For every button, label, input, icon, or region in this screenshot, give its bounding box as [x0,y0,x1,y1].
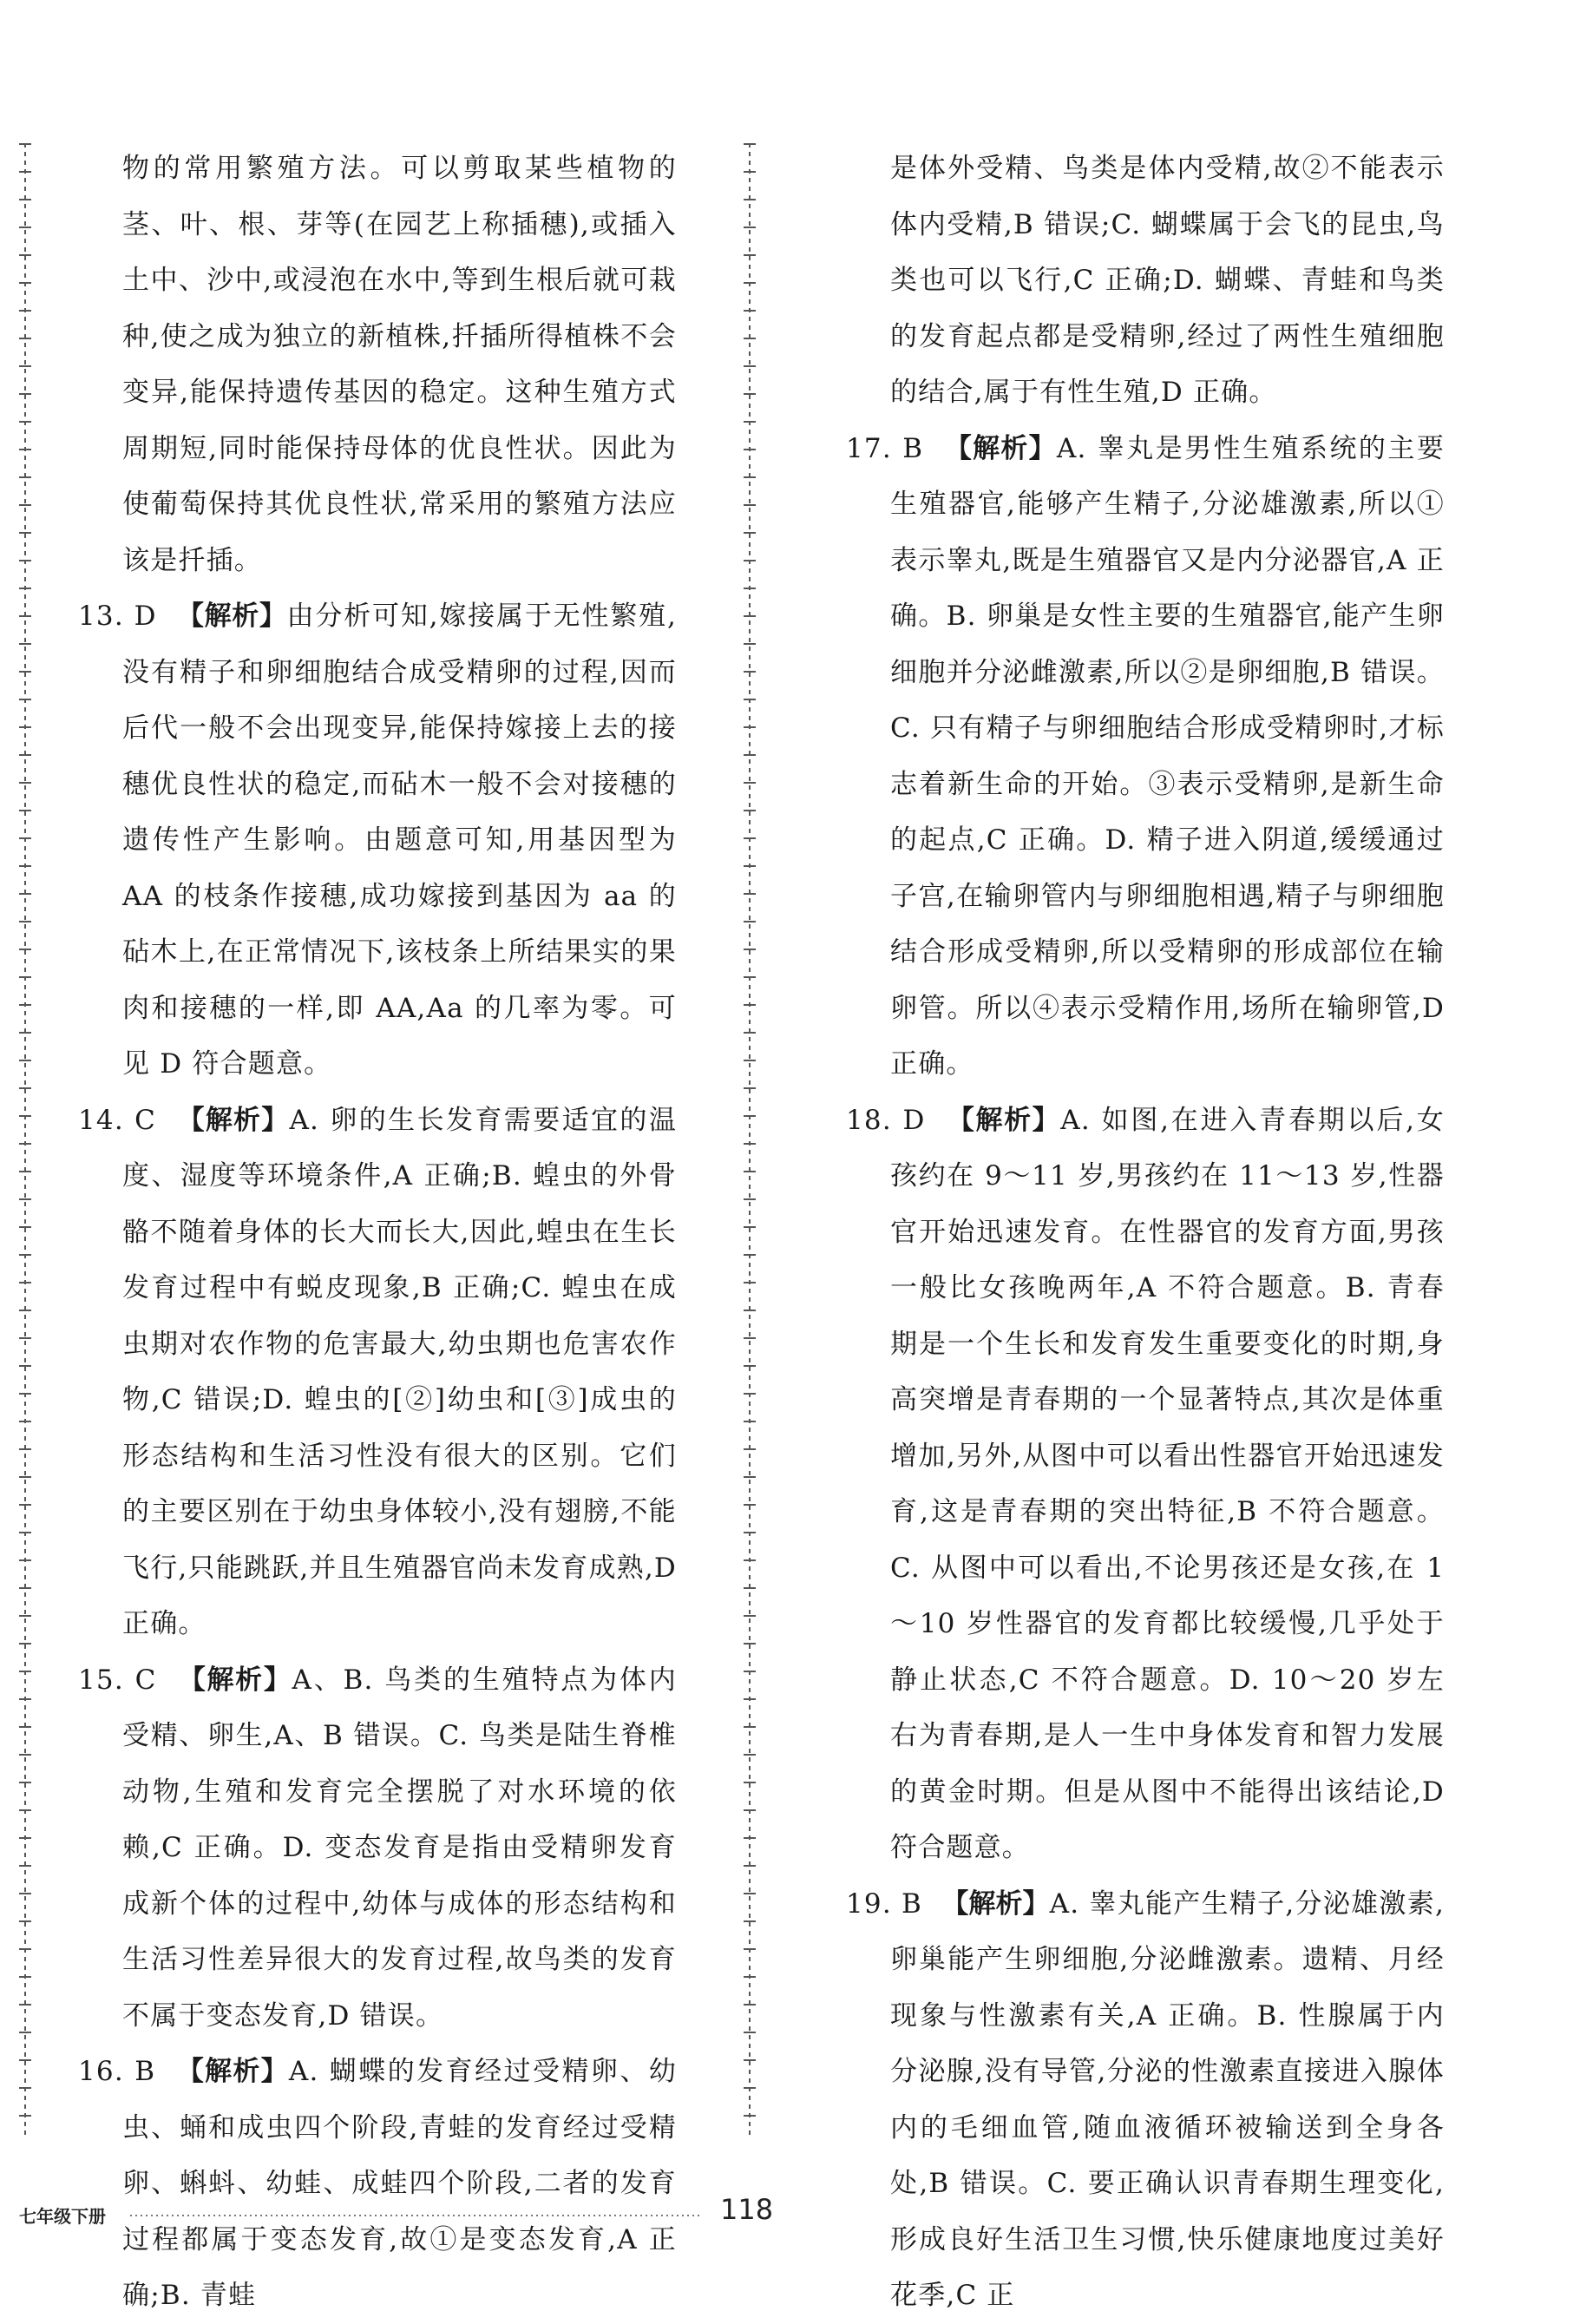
answer-item-18 [846,1093,1445,1876]
center-column-dashed-marker [744,143,756,2139]
answer-item-19 [846,1876,1445,2324]
footer-dotted-rule [130,2215,703,2216]
answer-text: A. 卵的生长发育需要适宜的温度、湿度等环境条件,A 正确;B. 蝗虫的外骨骼不随着身体的长大而长大,因此,蝗虫在生长发育过程中有蜕皮现象,B 正确;C. 蝗虫在成虫期对农作物的危害最大,幼虫期也危害农作物,C 错误;D. 蝗虫的[②]幼虫和[③]成虫的形态结构和生活习性没有很大的区别。它们的主要区别在于幼虫身体较小,没有翅膀,不能飞行,只能跳跃,并且生殖器官尚未发育成熟,D 正确。 [122,1104,678,1639]
answer-text: A. 如图,在进入青春期以后,女孩约在 9～11 岁,男孩约在 11～13 岁,性器官开始迅速发育。在性器官的发育方面,男孩一般比女孩晚两年,A 不符合题意。B. 青春期是一个生长和发育发生重要变化的时期,身高突增是青春期的一个显著特点,其次是体重增加,另外,从图中可以看出性器官开始迅速发育,这是青春期的突出特征,B 不符合题意。C. 从图中可以看出,不论男孩还是女孩,在 1～10 岁性器官的发育都比较缓慢,几乎处于静止状态,C 不符合题意。D. 10～20 岁左右为青春期,是人一生中身体发育和智力发展的黄金时期。但是从图中不能得出该结论,D 符合题意。 [890,1104,1445,1863]
right-text-column [846,141,1445,2324]
answer-number: 16. B [78,2056,156,2087]
analysis-tag: 【解析】 [178,1664,292,1696]
answer-item-13 [78,588,677,1093]
answer-item-15 [78,1652,677,2045]
answer-text: A、B. 鸟类的生殖特点为体内受精、卵生,A、B 错误。C. 鸟类是陆生脊椎动物,生殖和发育完全摆脱了对水环境的依赖,C 正确。D. 变态发育是指由受精卵发育成新个体的过程中,幼体与成体的形态结构和生活习性差异很大的发育过程,故鸟类的发育不属于变态发育,D 错误。 [122,1664,678,2032]
answer-number: 14. C [78,1104,157,1136]
answer-number: 17. B [846,432,924,464]
answer-text: A. 蝴蝶的发育经过受精卵、幼虫、蛹和成虫四个阶段,青蛙的发育经过受精卵、蝌蚪、幼蛙、成蛙四个阶段,二者的发育过程都属于变态发育,故①是变态发育,A 正确;B. 青蛙 [122,2056,678,2311]
grade-label: 七年级下册 [19,2206,106,2227]
left-margin-dashed-marker [19,143,31,2139]
analysis-tag: 【解析】 [176,2056,289,2087]
answer-number: 19. B [846,1887,923,1920]
page-number: 118 [720,2193,774,2226]
analysis-tag: 【解析】 [177,601,287,632]
left-text-column [78,141,677,2324]
analysis-tag: 【解析】 [947,1104,1061,1136]
answer-text: A. 睾丸是男性生殖系统的主要生殖器官,能够产生精子,分泌雄激素,所以①表示睾丸,既是生殖器官又是内分泌器官,A 正确。B. 卵巢是女性主要的生殖器官,能产生卵细胞并分泌雌激素,所以②是卵细胞,B 错误。C. 只有精子与卵细胞结合形成受精卵时,才标志着新生命的开始。③表示受精卵,是新生命的起点,C 正确。D. 精子进入阴道,缓缓通过子宫,在输卵管内与卵细胞相遇,精子与卵细胞结合形成受精卵,所以受精卵的形成部位在输卵管。所以④表示受精作用,场所在输卵管,D 正确。 [890,432,1446,1080]
analysis-tag: 【解析】 [177,1104,290,1136]
analysis-tag: 【解析】 [941,1887,1050,1920]
right-paragraph-continuation: 是体外受精、鸟类是体内受精,故②不能表示体内受精,B 错误;C. 蝴蝶属于会飞的昆虫,鸟类也可以飞行,C 正确;D. 蝴蝶、青蛙和鸟类的发育起点都是受精卵,经过了两性生殖细胞的结合,属于有性生殖,D 正确。 [890,153,1445,408]
answer-number: 13. D [78,601,157,632]
answer-item-14 [78,1093,677,1652]
answer-text: A. 睾丸能产生精子,分泌雄激素,卵巢能产生卵细胞,分泌雌激素。遗精、月经现象与性激素有关,A 正确。B. 性腺属于内分泌腺,没有导管,分泌的性激素直接进入腺体内的毛细血管,随血液循环被输送到全身各处,B 错误。C. 要正确认识青春期生理变化,形成良好生活卫生习惯,快乐健康地度过美好花季,C 正 [890,1887,1446,2311]
answer-text: 由分析可知,嫁接属于无性繁殖,没有精子和卵细胞结合成受精卵的过程,因而后代一般不会出现变异,能保持嫁接上去的接穗优良性状的稳定,而砧木一般不会对接穗的遗传性产生影响。由题意可知,用基因型为 AA 的枝条作接穗,成功嫁接到基因为 aa 的砧木上,在正常情况下,该枝条上所结果实的果肉和接穗的一样,即 AA,Aa 的几率为零。可见 D 符合题意。 [122,601,678,1080]
left-paragraph-continuation: 物的常用繁殖方法。可以剪取某些植物的茎、叶、根、芽等(在园艺上称插穗),或插入土中、沙中,或浸泡在水中,等到生根后就可栽种,使之成为独立的新植株,扦插所得植株不会变异,能保持遗传基因的稳定。这种生殖方式周期短,同时能保持母体的优良性状。因此为使葡萄保持其优良性状,常采用的繁殖方法应该是扦插。 [122,153,677,576]
answer-item-17 [846,421,1445,1093]
answer-item-16 [78,2044,677,2324]
analysis-tag: 【解析】 [944,432,1057,464]
answer-number: 15. C [78,1664,157,1696]
answer-number: 18. D [846,1104,926,1136]
